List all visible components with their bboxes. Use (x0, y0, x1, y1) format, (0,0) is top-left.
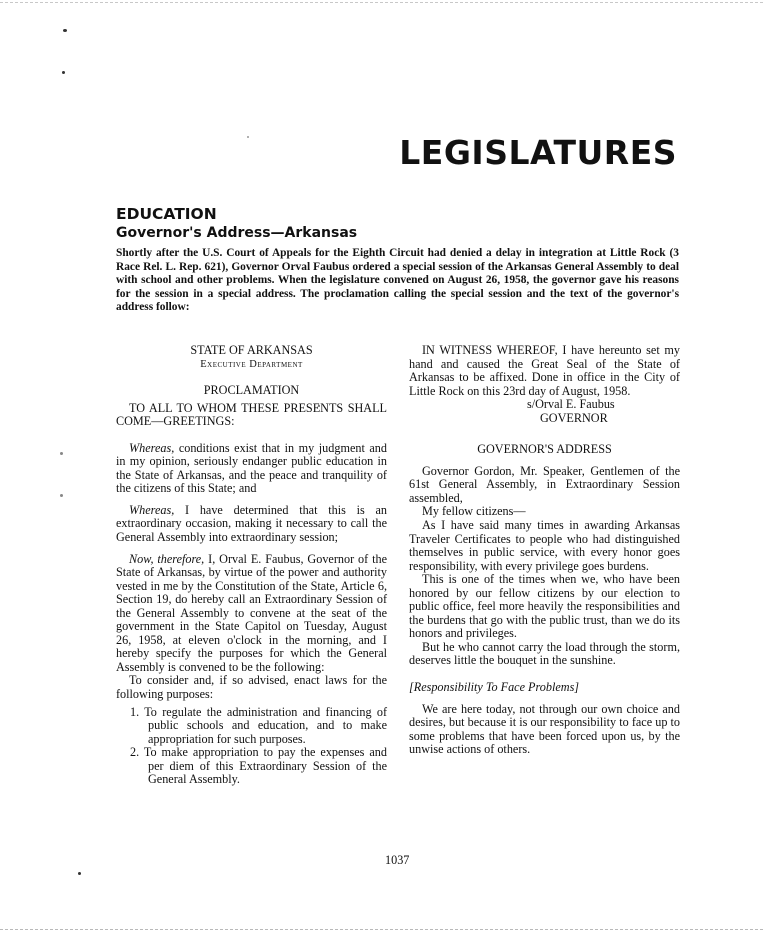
department-heading: Executive Department (200, 358, 303, 370)
signature-title: GOVERNOR (540, 410, 608, 425)
running-head: LEGISLATURES (399, 133, 677, 172)
address-paragraph-2: This is one of the times when we, who have been honored by our fellow citizens by our election to public office, feel more heavily the responsibilities and the burdens that go with the public trust, than we do its honors and privileges. (409, 572, 680, 641)
proclamation-heading: PROCLAMATION (203, 383, 300, 398)
witness-paragraph: IN WITNESS WHEREOF, I have hereunto set my hand and caused the Great Seal of the State of Arkansas to be affixed. Done in office in the City of Little Rock on this 23rd day of August, 1958. (409, 343, 680, 398)
consider-paragraph: To consider and, if so advised, enact laws for the following purposes: (116, 673, 387, 702)
address-paragraph-4: We are here today, not through our own choice and desires, but because it is our responsibility to face up to some problems that have been forced upon us, by the unwise actions of others. (409, 701, 680, 757)
scan-speck (247, 136, 249, 138)
state-heading: STATE OF ARKANSAS (190, 343, 313, 357)
scan-speck (60, 494, 63, 497)
section-title: EDUCATION (116, 205, 217, 223)
now-therefore-lead: Now, therefore, (129, 551, 205, 566)
purpose-item-1: 1. To regulate the administration and financing of public schools and education, and to make appropriation for such purposes. (130, 704, 387, 746)
whereas-text: I have determined that this is an extraordinary occasion, making it necessary to call the General Assembly into extraordinary session; (116, 502, 387, 545)
headnote: Shortly after the U.S. Court of Appeals for the Eighth Circuit had denied a delay in integration at Little Rock (3 Race Rel. L. Rep. 621), Governor Orval Faubus ordered a special session of the Arkansas General Assembly to deal with school and other problems. When the legislature convened on August 26, 1958, the governor gave his reasons for the session in a special address. The proclamation calling the special session and the text of the governor's address follow: (116, 247, 679, 313)
scan-speck (60, 452, 63, 455)
address-paragraph-3: But he who cannot carry the load through the storm, deserves little the bouquet in the sunshine. (409, 639, 680, 668)
scan-speck (62, 71, 65, 74)
address-paragraph-1: As I have said many times in awarding Arkansas Traveler Certificates to people who had distinguished themselves in public service, with every honor goes responsibility, with every privilege goes burdens. (409, 518, 680, 573)
whereas-lead: Whereas, (129, 440, 175, 455)
whereas-paragraph-2 (116, 504, 387, 545)
signature: s/Orval E. Faubus (527, 397, 615, 412)
scan-speck (78, 872, 81, 875)
salutation: Governor Gordon, Mr. Speaker, Gentlemen of the 61st General Assembly, in Extraordinary Session assembled, (409, 463, 680, 505)
whereas-paragraph-1 (116, 442, 387, 496)
left-column (116, 344, 387, 787)
subheading: [Responsibility To Face Problems] (409, 680, 580, 695)
now-therefore-paragraph (116, 553, 387, 675)
scan-speck (63, 29, 67, 32)
now-therefore-text: I, Orval E. Faubus, Governor of the State of Arkansas, by virtue of the power and authority vested in me by the Constitution of the State, Article 6, Section 19, do hereby call an Extraordinary Session of the General Assembly to convene at the seat of the government in the State Capitol on Tuesday, August 26, 1958, at eleven o'clock in the morning, and I hereby specify the purposes for which the General Assembly is convened to be the following: (116, 551, 387, 674)
whereas-lead: Whereas, (129, 502, 175, 517)
article-title: Governor's Address—Arkansas (116, 225, 358, 241)
purpose-item-2: 2. To make appropriation to pay the expenses and per diem of this Extraordinary Session of the General Assembly. (130, 745, 387, 787)
greeting: TO ALL TO WHOM THESE PRESENTS SHALL COME—GREETINGS: (116, 400, 387, 429)
scan-edge-bottom (0, 929, 763, 930)
page-number: 1037 (385, 853, 410, 867)
scan-edge-top (0, 2, 763, 3)
whereas-text: conditions exist that in my judgment and in my opinion, seriously endanger public education in the State of Arkansas, and the peace and tranquility of the citizens of this State; and (116, 440, 387, 496)
address-heading: GOVERNOR'S ADDRESS (477, 442, 612, 457)
right-column (409, 344, 680, 757)
fellow-citizens: My fellow citizens— (422, 504, 526, 519)
